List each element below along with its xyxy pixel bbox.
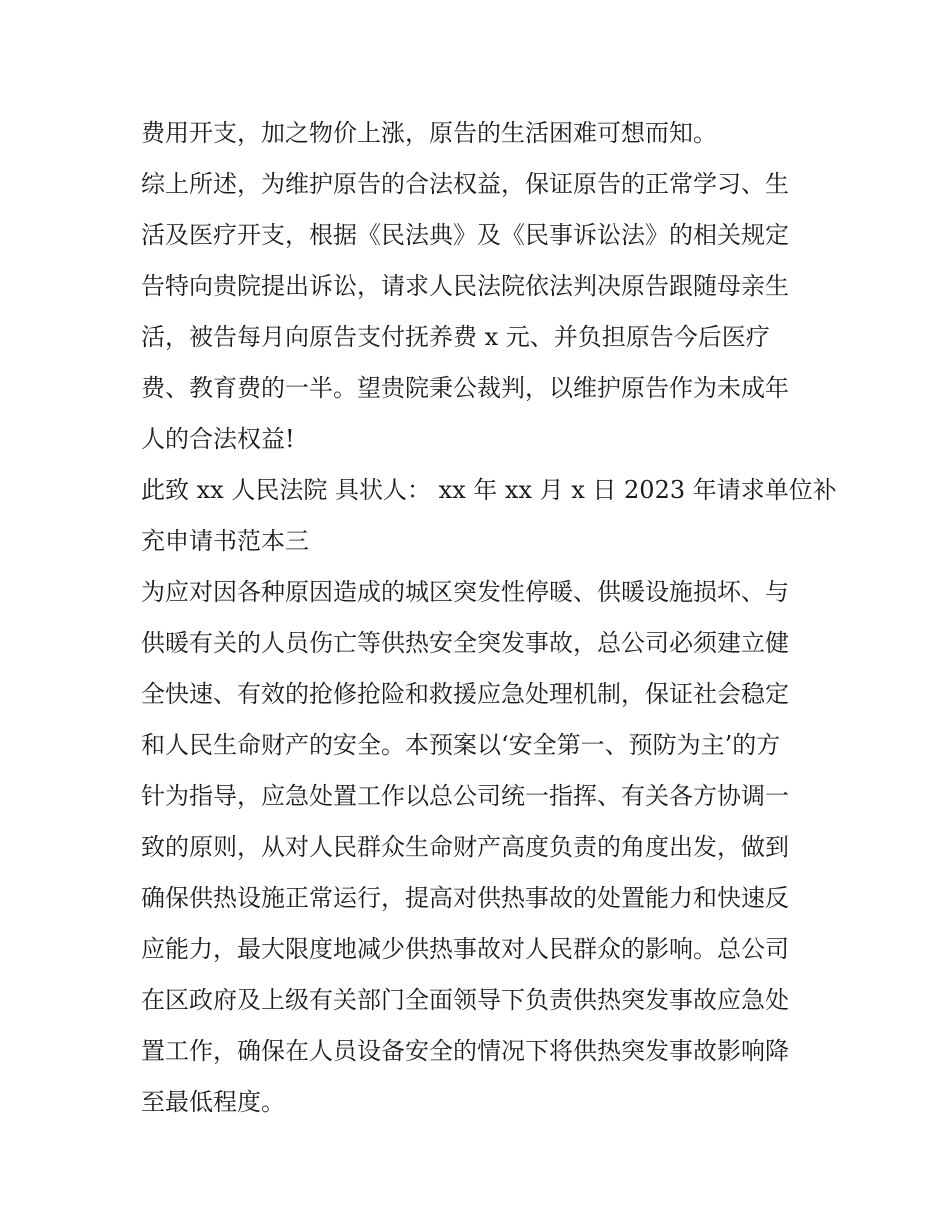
text-line: 此致 xx 人民法院 具状人： xx 年 xx 月 x 日 2023 年请求单位补 <box>141 476 837 504</box>
text-line: 至最低程度。 <box>141 1088 285 1116</box>
text-line: 确保供热设施正常运行，提高对供热事故的处置能力和快速反 <box>141 884 789 912</box>
text-line: 置工作，确保在人员设备安全的情况下将供热突发事故影响降 <box>141 1037 789 1065</box>
text-line: 在区政府及上级有关部门全面领导下负责供热突发事故应急处 <box>141 986 789 1014</box>
text-line: 供暖有关的人员伤亡等供热安全突发事故，总公司必须建立健 <box>141 629 789 657</box>
text-line: 为应对因各种原因造成的城区突发性停暖、供暖设施损坏、与 <box>141 578 789 606</box>
text-line: 致的原则，从对人民群众生命财产高度负责的角度出发，做到 <box>141 833 789 861</box>
text-line: 全快速、有效的抢修抢险和救援应急处理机制，保证社会稳定 <box>141 680 789 708</box>
text-line: 活及医疗开支，根据《民法典》及《民事诉讼法》的相关规定 <box>141 221 789 249</box>
text-line: 充申请书范本三 <box>141 527 309 555</box>
text-line: 人的合法权益! <box>141 425 295 453</box>
text-line: 综上所述，为维护原告的合法权益，保证原告的正常学习、生 <box>141 170 789 198</box>
document-body <box>141 108 837 1128</box>
text-line: 费、教育费的一半。望贵院秉公裁判，以维护原告作为未成年 <box>141 374 789 402</box>
text-line: 和人民生命财产的安全。本预案以‘安全第一、预防为主’的方 <box>141 731 781 759</box>
text-line: 针为指导，应急处置工作以总公司统一指挥、有关各方协调一 <box>141 782 789 810</box>
text-line: 告特向贵院提出诉讼，请求人民法院依法判决原告跟随母亲生 <box>141 272 789 300</box>
text-line: 费用开支，加之物价上涨，原告的生活困难可想而知。 <box>141 119 717 147</box>
text-line: 应能力，最大限度地减少供热事故对人民群众的影响。总公司 <box>141 935 789 963</box>
text-line: 活，被告每月向原告支付抚养费 x 元、并负担原告今后医疗 <box>141 323 770 351</box>
